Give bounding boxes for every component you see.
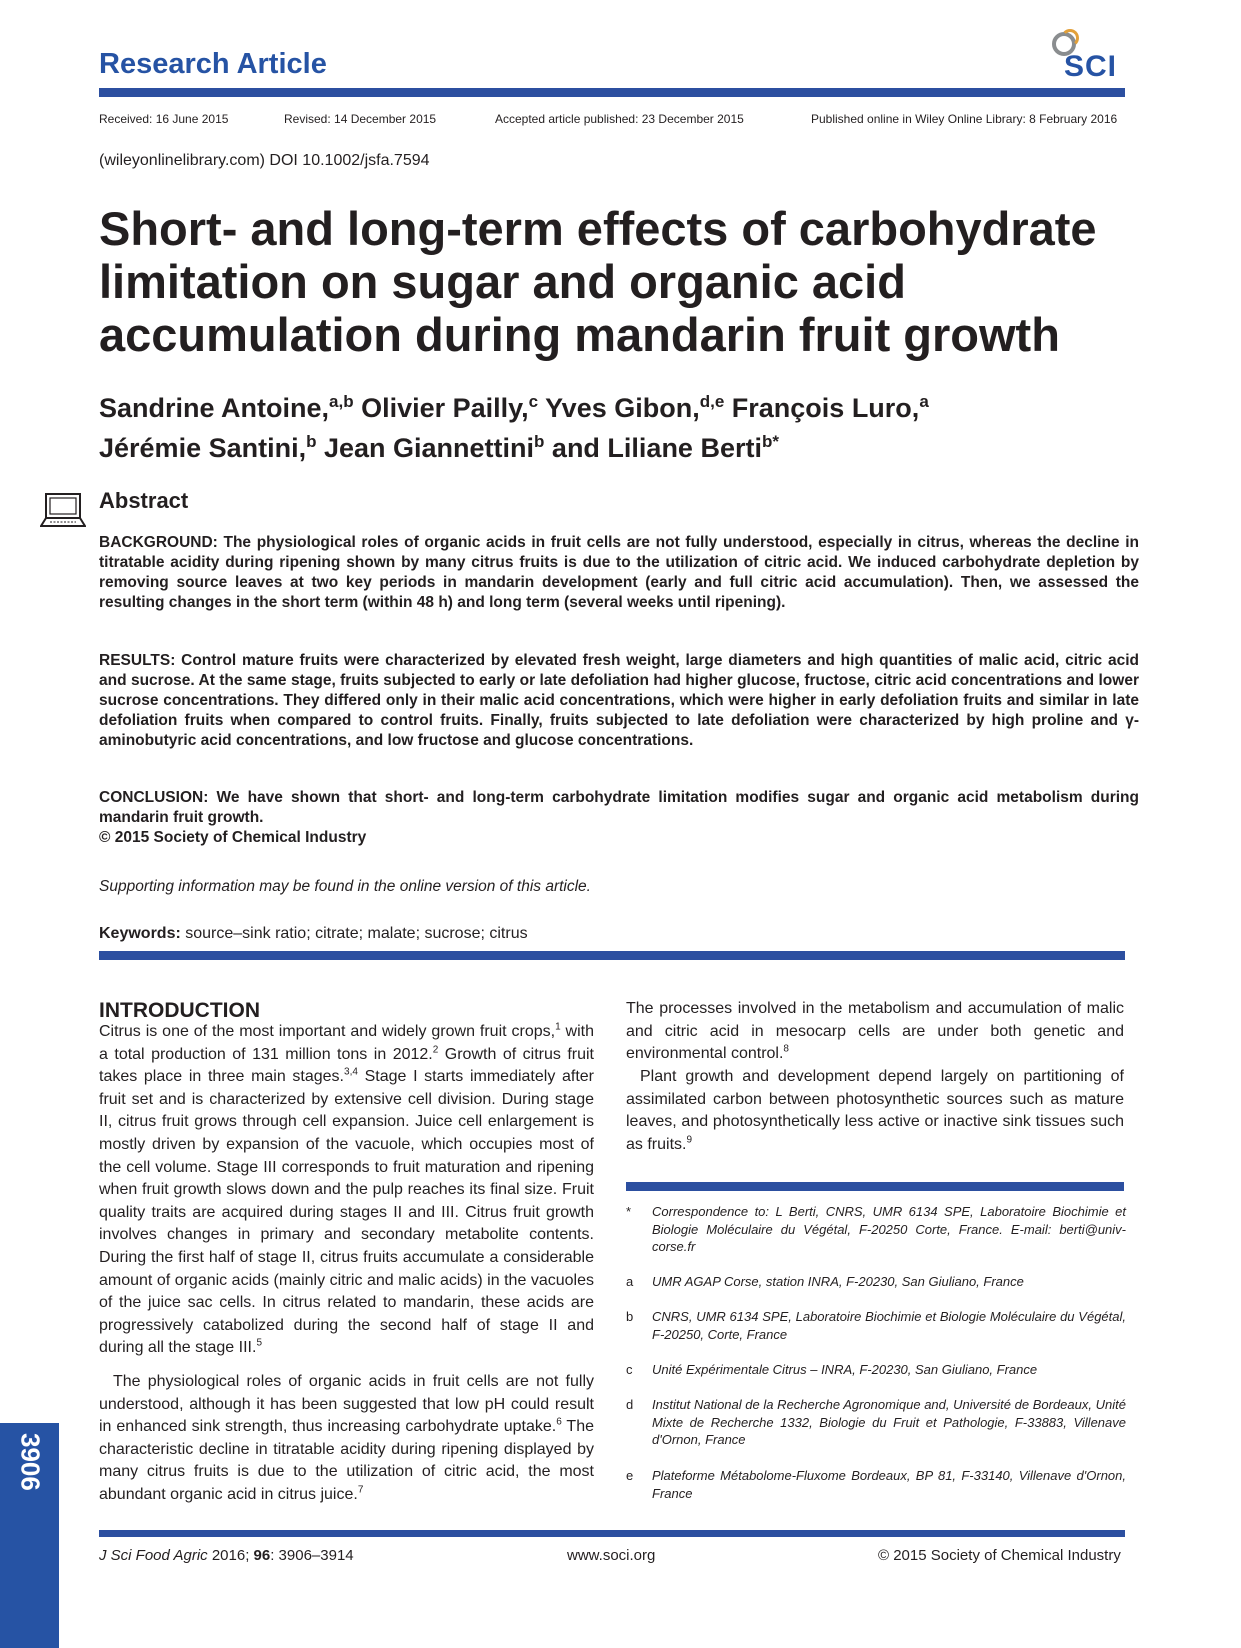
affiliation-e: e Plateforme Métabolome-Fluxome Bordeaux, BP 81, F-33140, Villenave d'Ornon, France xyxy=(626,1468,1126,1501)
affiliation-d: d Institut National de la Recherche Agronomique and, Université de Bordeaux, Unité Mixte de Recherche 1332, Biologie du Fruit et Pathologie, F-33883, Villenave d'Ornon, France xyxy=(626,1397,1126,1447)
soci-logo: SCI xyxy=(1050,28,1130,84)
intro-paragraph-2: The physiological roles of organic acids in fruit cells are not fully understood, although it has been suggested that low pH could result in enhanced sink strength, thus increasing carbohydrate uptake.$^6$ The characteristic decline in titratable acidity during ripening displayed by many citrus fruits is due to the utilization of citric acid, the most abundant organic acid in citrus juice.$^7$ xyxy=(99,1373,594,1503)
abstract-results: RESULTS: Control mature fruits were characterized by elevated fresh weight, large diameters and high quantities of malic acid, citric acid and sucrose. At the same stage, fruits subjected to early or late defoliation had higher glucose, fructose, citric acid concentrations and lower sucrose concentrations. They differed only in their malic acid concentrations, which were higher in early defoliation fruits and similar in late defoliation fruits when compared to control fruits. Finally, fruits subjected to late defoliation were characterized by high proline and γ-aminobutyric acid concentrations, and low fructose and glucose concentrations. xyxy=(99,652,1139,749)
supporting-info-note: Supporting information may be found in the online version of this article. xyxy=(99,878,591,895)
keywords-line: Keywords: source–sink ratio; citrate; malate; sucrose; citrus xyxy=(99,925,528,942)
journal-citation: J Sci Food Agric 2016; 96: 3906–3914 xyxy=(99,1547,354,1564)
introduction-heading: INTRODUCTION xyxy=(99,999,260,1022)
article-title: Short- and long-term effects of carbohydrate limitation on sugar and organic acid accumulation during mandarin fruit growth xyxy=(99,202,1097,361)
article-type-heading: Research Article xyxy=(99,48,327,80)
abstract-copyright: © 2015 Society of Chemical Industry xyxy=(99,829,367,846)
journal-url[interactable]: www.soci.org xyxy=(567,1547,656,1564)
affiliation-b: b CNRS, UMR 6134 SPE, Laboratoire Biochimie et Biologie Moléculaire du Végétal, F-20250, Corte, France xyxy=(626,1309,1126,1342)
affiliation-c: c Unité Expérimentale Citrus – INRA, F-20230, San Giuliano, France xyxy=(626,1362,1038,1377)
footer-copyright: © 2015 Society of Chemical Industry xyxy=(878,1547,1121,1564)
intro-paragraph-3: The processes involved in the metabolism and accumulation of malic and citric acid in mesocarp cells are under both genetic and environmental control.$^8$ xyxy=(626,1000,1124,1063)
published-date: Published online in Wiley Online Library: 8 February 2016 xyxy=(811,112,1118,126)
intro-paragraph-1: Citrus is one of the most important and widely grown fruit crops,$^1$ with a total production of 131 million tons in 2012.$^2$ Growth of citrus fruit takes place in three main stages.$^{3,4}$ Stage I starts immediately after fruit set and is characterized by extensive cell division. During stage II, citrus fruit grows through cell expansion. Juice cell enlargement is mostly driven by expansion of the vacuole, which occupies most of the cell volume. Stage III corresponds to fruit maturation and ripening when fruit growth slows down and the pulp reaches its final size. Fruit quality traits are acquired during stages II and III. Citrus fruit growth involves changes in primary and secondary metabolite contents. During the first half of stage II, citrus fruits accumulate a considerable amount of organic acids (mainly citric and malic acids) in the vacuoles of the juice sac cells. In citrus related to mandarin, these acids are progressively catabolized during the second half of stage II and during all the stage III.$^5$ xyxy=(99,1021,595,1357)
received-date: Received: 16 June 2015 xyxy=(99,112,229,126)
footnote-correspondence: * Correspondence to: L Berti, CNRS, UMR 6134 SPE, Laboratoire Biochimie et Biologie Moléculaire du Végétal, F-20250 Corte, France. E-mail: berti@univ-corse.fr xyxy=(626,1204,1126,1254)
abstract-bottom-rule xyxy=(99,951,1125,960)
intro-paragraph-4: Plant growth and development depend largely on partitioning of assimilated carbon between photosynthetic sources such as mature leaves, and photosynthetically less active or inactive sink tissues such as fruits.$^9$ xyxy=(626,1068,1124,1153)
logo-ring-accent-icon xyxy=(1061,29,1079,47)
footnote-rule xyxy=(626,1182,1124,1191)
footer-rule xyxy=(99,1530,1125,1537)
abstract-heading: Abstract xyxy=(99,488,189,513)
author-list: Sandrine Antoine,$^{a,b}$ Olivier Pailly,$^c$ Yves Gibon,$^{d,e}$ François Luro,$^a$ Jérémie Santini,$^b$ Jean Giannettini$^b$ and Liliane Berti$^{b*}$ xyxy=(99,392,929,463)
abstract-background: BACKGROUND: The physiological roles of organic acids in fruit cells are not fully understood, especially in citrus, whereas the decline in titratable acidity during ripening shown by many citrus fruits is due to the utilization of citric acid. We induced carbohydrate depletion by removing source leaves at two key periods in mandarin development (early and full citric acid accumulation). Then, we assessed the resulting changes in the short term (within 48 h) and long term (several weeks until ripening). xyxy=(99,534,1139,611)
doi-line[interactable]: (wileyonlinelibrary.com) DOI 10.1002/jsfa.7594 xyxy=(99,152,430,169)
header-rule xyxy=(99,88,1125,97)
laptop-icon xyxy=(40,492,86,532)
accepted-date: Accepted article published: 23 December 2015 xyxy=(495,112,744,126)
page-number: 3906 xyxy=(15,1433,46,1491)
revised-date: Revised: 14 December 2015 xyxy=(284,112,437,126)
affiliation-a: a UMR AGAP Corse, station INRA, F-20230, San Giuliano, France xyxy=(626,1274,1024,1289)
abstract-conclusion: CONCLUSION: We have shown that short- and long-term carbohydrate limitation modifies sugar and organic acid metabolism during mandarin fruit growth. © 2015 Society of Chemical Industry xyxy=(99,789,1139,846)
page-number-tab xyxy=(0,1423,59,1648)
